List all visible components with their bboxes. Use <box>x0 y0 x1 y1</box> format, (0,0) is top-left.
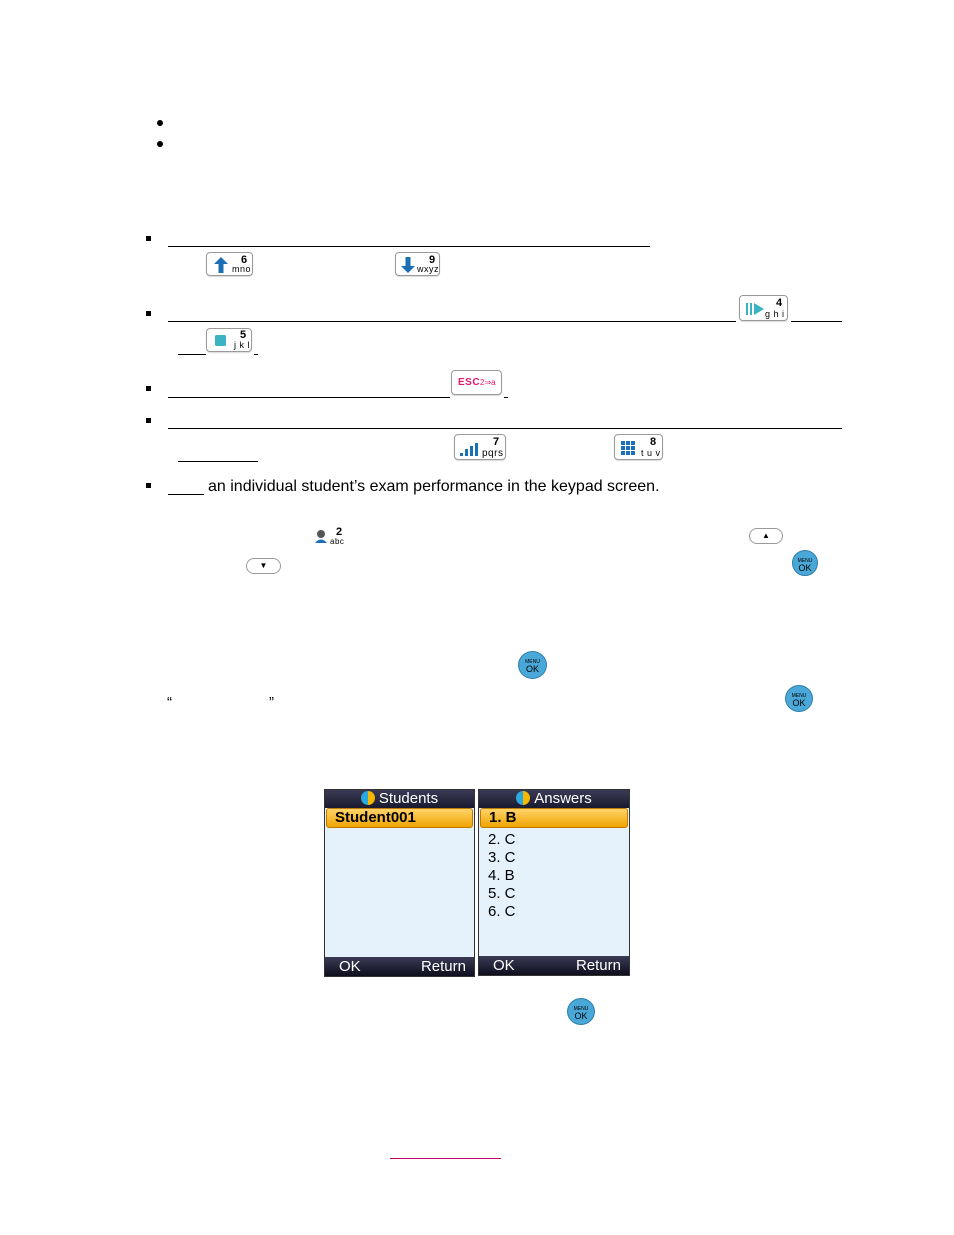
softkey-ok[interactable]: OK <box>493 957 515 974</box>
menu-ok-button-3[interactable] <box>785 685 813 712</box>
ok-label: OK <box>525 664 539 674</box>
menu-ok-button-2[interactable] <box>518 651 547 679</box>
open-quote: “ <box>167 694 172 711</box>
selected-student[interactable]: Student001 <box>326 808 473 828</box>
square-bullet-2 <box>146 311 151 316</box>
grid-icon <box>621 441 635 455</box>
answer-row: 2. C <box>488 831 516 848</box>
underline-1 <box>168 246 650 247</box>
selected-answer[interactable]: 1. B <box>480 808 628 828</box>
screen-title: Students <box>378 790 439 807</box>
close-quote: ” <box>269 694 274 711</box>
answers-screen <box>478 789 630 976</box>
underline-2c <box>178 354 206 355</box>
esc-suffix: 2⇒a <box>480 378 496 387</box>
ok-label: OK <box>792 698 806 708</box>
answer-row: 5. C <box>488 885 516 902</box>
underline-3 <box>168 397 450 398</box>
underline-5 <box>168 494 204 495</box>
key-number: 6 <box>241 254 248 266</box>
up-arrow-key[interactable]: ▲ <box>749 528 783 544</box>
key-letters: wxyz <box>417 264 439 274</box>
screen-title: Answers <box>534 790 592 807</box>
key-stop-5[interactable] <box>206 328 252 352</box>
answer-row: 6. C <box>488 903 516 920</box>
arrow-down-icon <box>401 257 415 273</box>
key-letters: g h i <box>765 309 785 319</box>
key-number: 9 <box>429 254 436 266</box>
softkey-return[interactable]: Return <box>575 957 621 974</box>
answer-row: 4. B <box>488 867 515 884</box>
square-bullet-3 <box>146 386 151 391</box>
key-number: 5 <box>240 329 247 341</box>
ok-label: OK <box>574 1011 588 1021</box>
underline-2b <box>791 321 842 322</box>
students-titlebar <box>325 790 474 808</box>
bullet-1 <box>157 120 163 126</box>
square-bullet-1 <box>146 236 151 241</box>
menu-ok-button-4[interactable] <box>567 998 595 1025</box>
down-arrow-key[interactable]: ▼ <box>246 558 281 574</box>
key-grid-8[interactable] <box>614 434 663 460</box>
stop-icon <box>215 335 226 346</box>
underline-2d <box>254 354 258 355</box>
menu-label: MENU <box>791 693 807 699</box>
key-letters: abc <box>330 537 345 546</box>
answer-row: 3. C <box>488 849 516 866</box>
bar-chart-icon <box>460 443 478 456</box>
app-logo-icon <box>361 791 375 805</box>
play-icon <box>746 303 764 315</box>
key-student-2[interactable] <box>312 526 346 546</box>
key-up-6[interactable] <box>206 252 253 276</box>
key-play-4[interactable] <box>739 295 788 321</box>
key-letters: mno <box>232 264 252 274</box>
underline-3b <box>504 397 508 398</box>
key-number: 4 <box>776 297 783 309</box>
app-logo-icon <box>516 791 530 805</box>
key-letters: j k l <box>234 340 250 350</box>
key-chart-7[interactable] <box>454 434 506 460</box>
key-esc[interactable] <box>451 370 502 395</box>
menu-label: MENU <box>797 558 813 564</box>
underline-4b <box>178 461 258 462</box>
menu-label: MENU <box>573 1006 589 1012</box>
menu-label: MENU <box>525 659 540 665</box>
key-number: 8 <box>650 436 657 448</box>
square-bullet-5 <box>146 483 151 488</box>
key-letters: t u v <box>641 448 661 458</box>
item-5-text: an individual student’s exam performance in the keypad screen. <box>208 478 660 495</box>
underline-2a <box>168 321 736 322</box>
softkey-ok[interactable]: OK <box>339 958 361 975</box>
key-down-9[interactable] <box>395 252 440 276</box>
underline-4 <box>168 428 842 429</box>
key-number: 7 <box>493 436 500 448</box>
students-screen <box>324 789 475 977</box>
bullet-2 <box>157 141 163 147</box>
key-number: 2 <box>336 526 343 538</box>
hyperlink-underline[interactable] <box>390 1158 501 1159</box>
answers-titlebar <box>479 790 629 808</box>
square-bullet-4 <box>146 418 151 423</box>
menu-ok-button-1[interactable] <box>792 550 818 576</box>
softkey-return[interactable]: Return <box>420 958 466 975</box>
softkey-bar <box>479 956 629 975</box>
esc-icon: ESC <box>458 377 481 388</box>
student-icon <box>314 529 328 543</box>
key-letters: pqrs <box>482 448 504 459</box>
ok-label: OK <box>798 563 812 573</box>
arrow-up-icon <box>214 257 228 273</box>
softkey-bar <box>325 957 474 976</box>
